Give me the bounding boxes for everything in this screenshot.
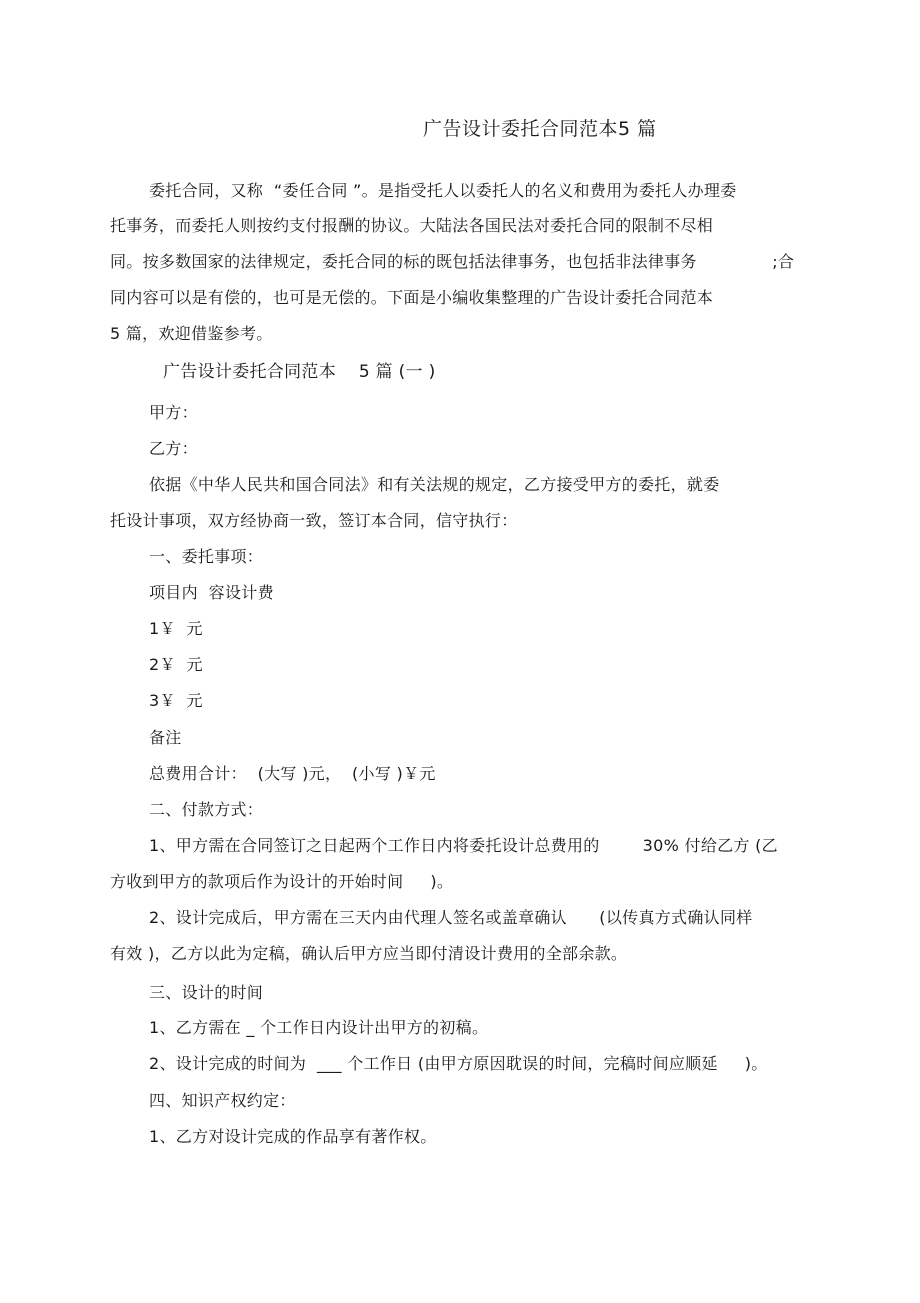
section-title: 广告设计委托合同范本 5 篇 (一 ): [163, 362, 436, 382]
payment-2-line-2: 有效 )，乙方以此为定稿，确认后甲方应当即付清设计费用的全部余款。: [110, 944, 628, 963]
basis-line-1: 依据《中华人民共和国合同法》和有关法规的规定，乙方接受甲方的委托，就委: [149, 475, 720, 494]
time-line-1: 1、乙方需在 _ 个工作日内设计出甲方的初稿。: [149, 1018, 489, 1037]
item-line-3: 3￥ 元: [149, 691, 203, 710]
clause-1-heading: 一、委托事项：: [149, 547, 264, 566]
party-a-label: 甲方：: [149, 403, 198, 422]
party-b-label: 乙方：: [149, 439, 198, 458]
total-fee-line: 总费用合计： (大写 )元， (小写 )￥元: [149, 764, 436, 783]
clause-3-heading: 三、设计的时间: [149, 983, 264, 1002]
clause-2-heading: 二、付款方式：: [149, 800, 264, 819]
remark-label: 备注: [149, 728, 182, 747]
basis-line-2: 托设计事项，双方经协商一致，签订本合同，信守执行：: [110, 511, 518, 530]
intro-line-3: 同。按多数国家的法律规定，委托合同的标的既包括法律事务，也包括非法律事务 ;合: [110, 252, 795, 271]
payment-2-line-1: 2、设计完成后，甲方需在三天内由代理人签名或盖章确认 (以传真方式确认同样: [149, 908, 753, 927]
intro-line-4: 同内容可以是有偿的，也可是无偿的。下面是小编收集整理的广告设计委托合同范本: [110, 288, 714, 307]
intro-line-1: 委托合同，又称 “委任合同 ”。是指受托人以委托人的名义和费用为委托人办理委: [149, 181, 737, 200]
clause-4-heading: 四、知识产权约定：: [149, 1091, 296, 1110]
intro-line-2: 托事务，而委托人则按约支付报酬的协议。大陆法各国民法对委托合同的限制不尽相: [110, 216, 714, 235]
item-line-1: 1￥ 元: [149, 619, 203, 638]
item-table-header: 项目内 容设计费: [149, 583, 274, 602]
intro-line-5: 5 篇，欢迎借鉴参考。: [110, 324, 273, 343]
time-line-2: 2、设计完成的时间为 ___ 个工作日 (由甲方原因耽误的时间，完稿时间应顺延 )。: [149, 1054, 768, 1073]
ip-line-1: 1、乙方对设计完成的作品享有著作权。: [149, 1127, 437, 1146]
item-line-2: 2￥ 元: [149, 655, 203, 674]
document-title: 广告设计委托合同范本5 篇: [423, 118, 657, 140]
payment-1-line-2: 方收到甲方的款项后作为设计的开始时间 )。: [110, 872, 454, 891]
payment-1-line-1: 1、甲方需在合同签订之日起两个工作日内将委托设计总费用的 30% 付给乙方 (乙: [149, 836, 778, 855]
